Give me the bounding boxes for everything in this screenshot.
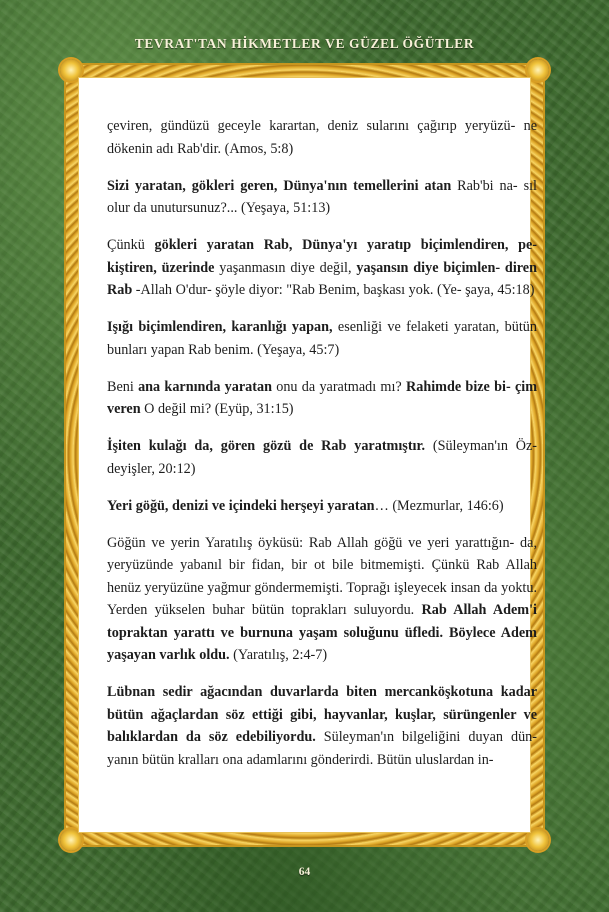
emphasis-text: Rab Allah Adem'i topraktan yarattı ve burnuna yaşam soluğunu üfledi. Böylece Adem yaşayan varlık oldu. [107, 602, 537, 663]
emphasis-text: ana karnında yaratan [138, 378, 272, 395]
body-text: esenliği ve felaketi yaratan, bütün bunları yapan Rab benim. (Yeşaya, 45:7) [107, 319, 537, 358]
paragraph [107, 435, 537, 480]
page-number: 64 [298, 866, 311, 878]
body-text: yaşanmasın diye değil, [214, 259, 357, 276]
body-text: … (Mezmurlar, 146:6) [374, 497, 504, 514]
paragraph [107, 316, 537, 361]
emphasis-text: Yeri göğü, denizi ve içindeki herşeyi yaratan [107, 497, 375, 514]
emphasis-text: İşiten kulağı da, gören gözü de Rab yaratmıştır. [107, 438, 426, 454]
body-text: onu da yaratmadı mı? [271, 378, 406, 395]
emphasis-text: Lübnan sedir ağacından duvarlarda biten mercanköşkotuna kadar bütün ağaçlardan söz ettiği gibi, hayvanlar, kuşlar, sürüngenler ve balıklardan da söz edebiliyordu. [107, 684, 537, 745]
body-text: -Allah O'dur- şöyle diyor: "Rab Benim, başkası yok. (Ye- şaya, 45:18) [132, 282, 535, 298]
body-text: (Süleyman'ın Öz- deyişler, 20:12) [107, 438, 538, 477]
paragraph [107, 532, 537, 667]
body-text: Süleyman'ın bilgeliğini duyan dün- yanın bütün kralları ona adamlarını gönderirdi. Bütün uluslardan in- [107, 729, 537, 768]
page-body [107, 115, 537, 786]
paragraph [107, 495, 537, 518]
paragraph [107, 681, 537, 771]
body-text: Çünkü [107, 237, 155, 253]
paragraph [107, 376, 537, 421]
body-text: Göğün ve yerin Yaratılış öyküsü: Rab Allah göğü ve yeri yarattığın- da, yeryüzünde yabanıl bir fidan, bir ot bile bitmemişti. Çünkü Rab Allah henüz yeryüzüne yağmur göndermemişti. Toprağı işleyecek insan da yoktu. Yerden yükselen buhar bütün toprakları suluyordu. [107, 534, 537, 618]
paragraph [107, 115, 537, 160]
page-header-title: TEVRAT'TAN HİKMETLER VE GÜZEL ÖĞÜTLER [134, 36, 475, 51]
emphasis-text: Sizi yaratan, gökleri geren, Dünya'nın temellerini atan [107, 177, 452, 194]
body-text: Beni [107, 378, 139, 395]
body-text: çeviren, gündüzü geceyle karartan, deniz sularını çağırıp yeryüzü- ne dökenin adı Rab'dir. (Amos, 5:8) [107, 118, 537, 157]
emphasis-text: gökleri yaratan Rab, Dünya'yı yaratıp biçimlendiren, pe- kiştiren, üzerinde [107, 237, 538, 276]
emphasis-text: Rahimde bize bi- çim veren [107, 378, 538, 417]
body-text: Rab'bi na- sıl olur da unutursunuz?... (Yeşaya, 51:13) [107, 177, 537, 216]
emphasis-text: yaşansın diye biçimlen- diren Rab [107, 259, 537, 298]
paragraph [107, 234, 537, 302]
paragraph [107, 175, 537, 220]
body-text: (Yaratılış, 2:4-7) [229, 647, 328, 663]
body-text: O değil mi? (Eyüp, 31:15) [140, 401, 294, 417]
emphasis-text: Işığı biçimlendiren, karanlığı yapan, [107, 319, 333, 335]
